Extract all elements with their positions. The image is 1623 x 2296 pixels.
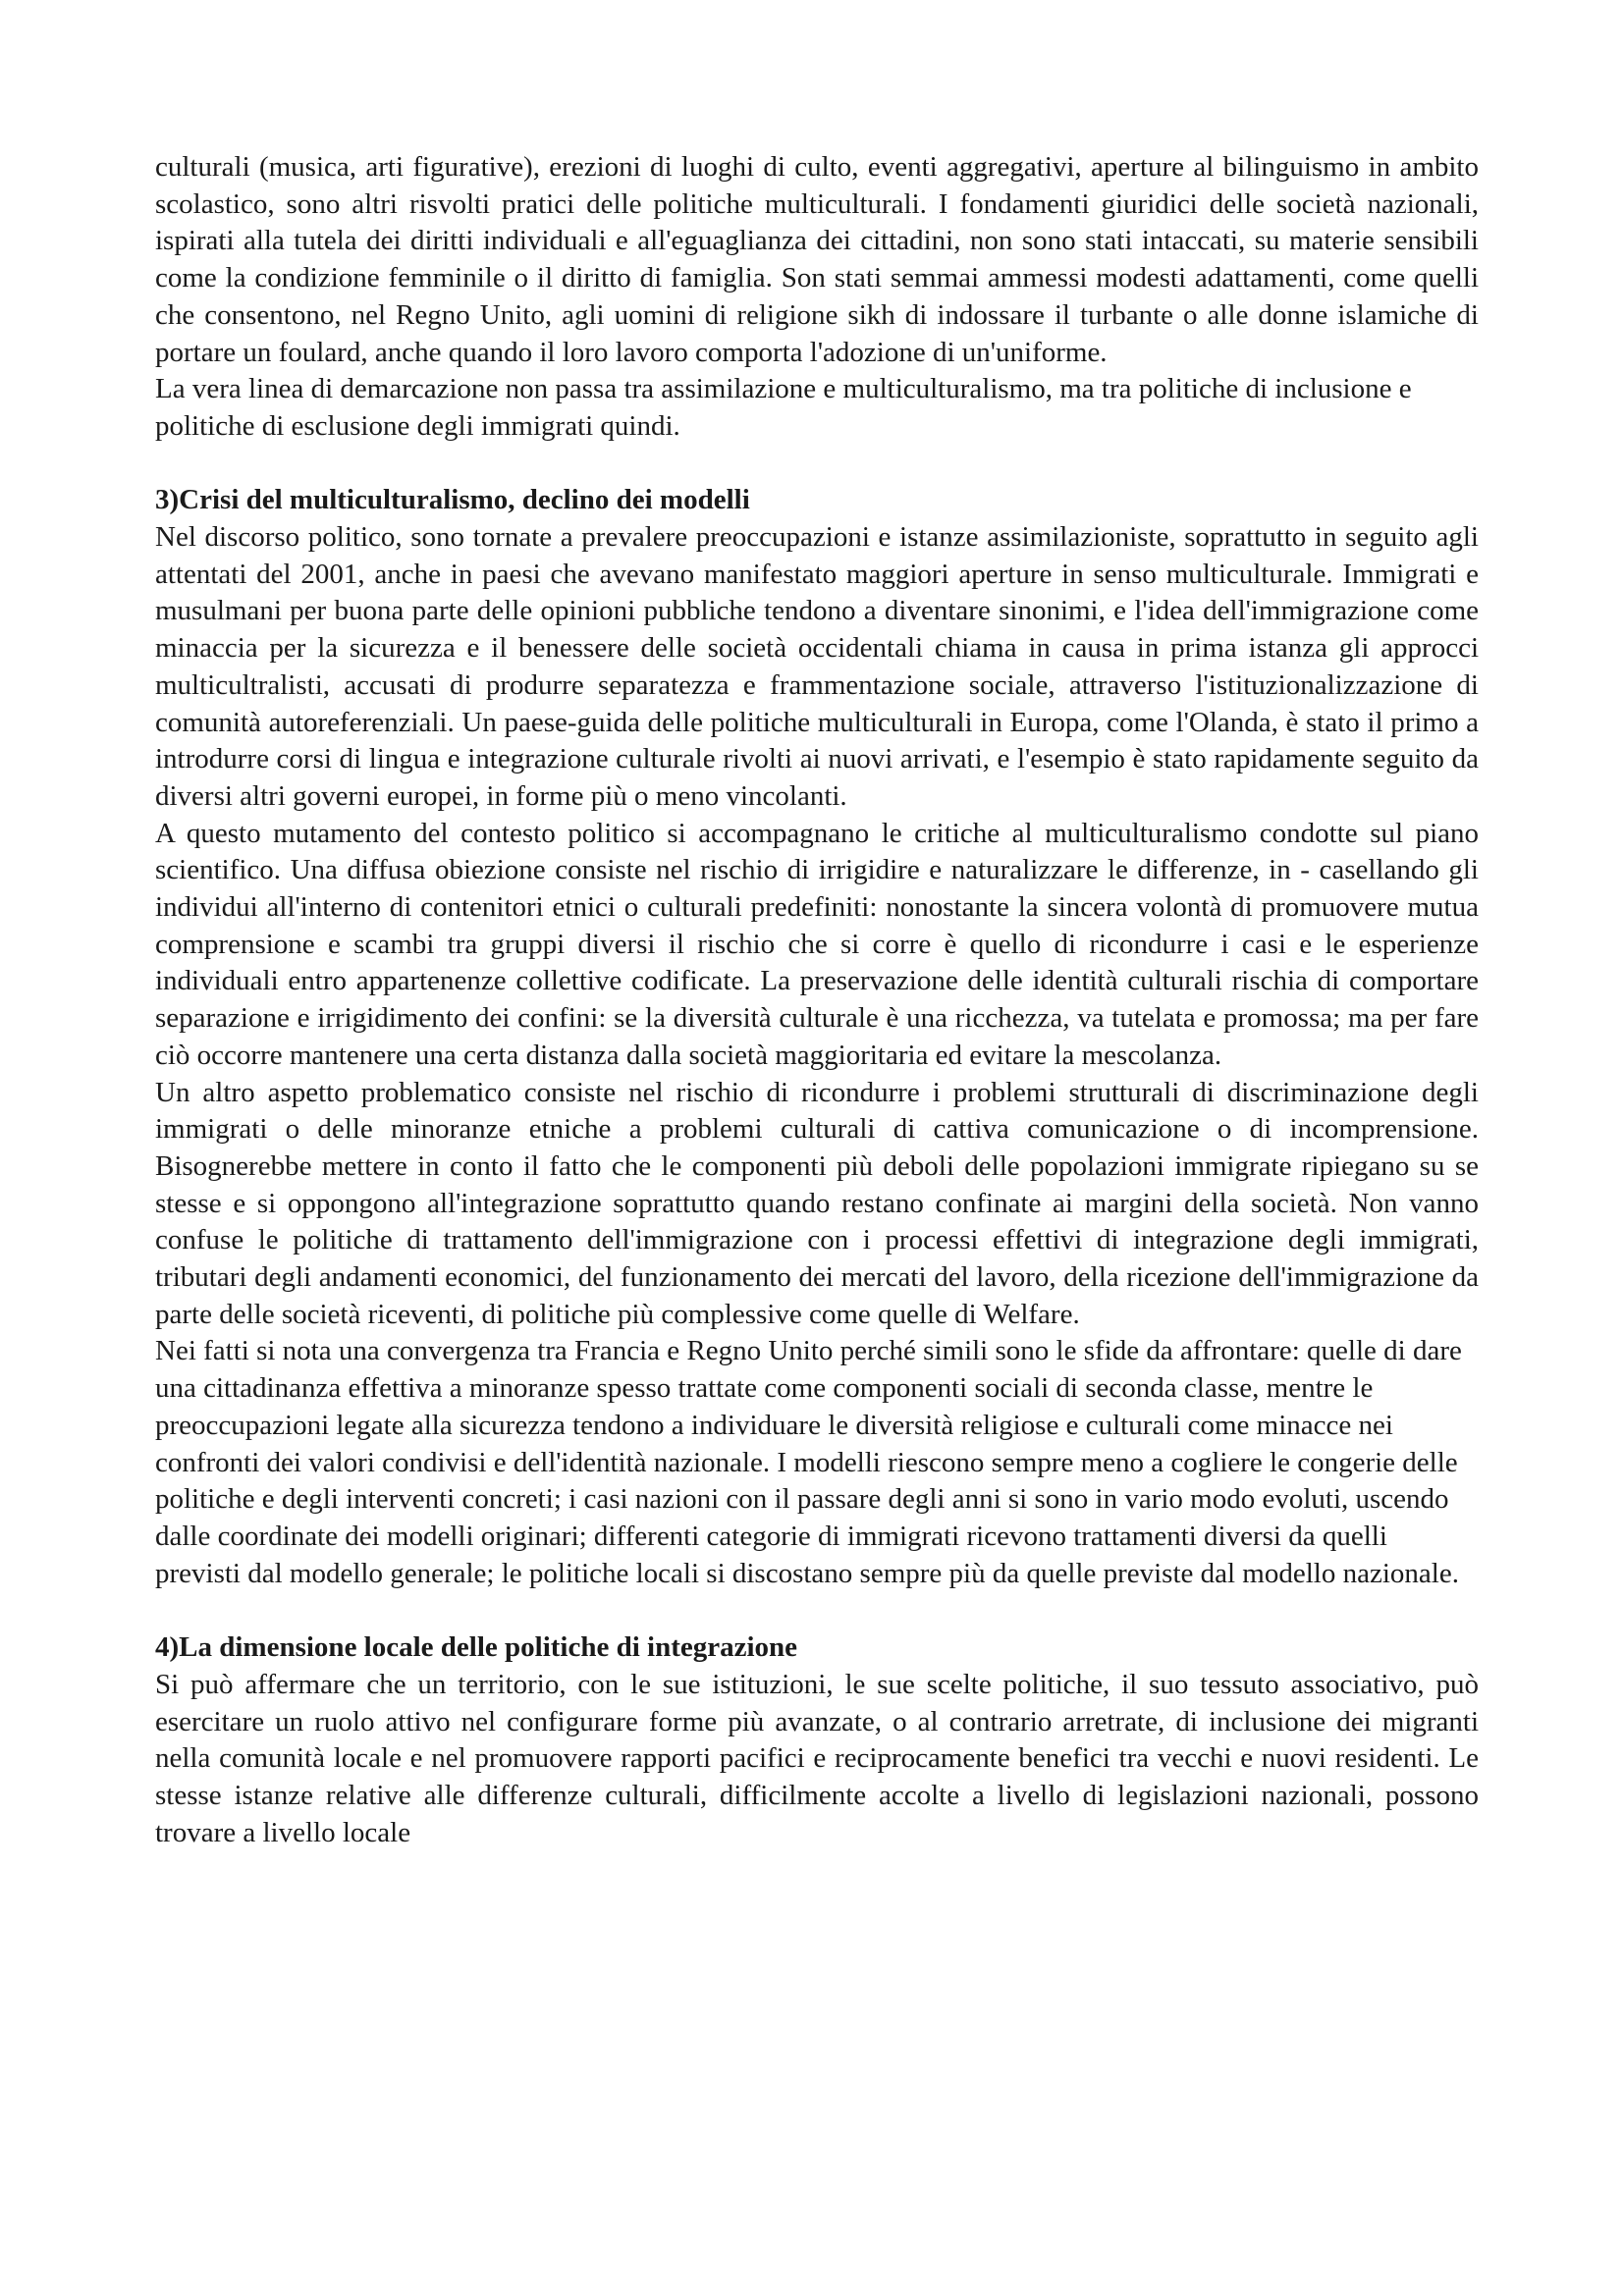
paragraph-multicultural-practices: culturali (musica, arti figurative), erezioni di luoghi di culto, eventi aggregativi, aperture al bilinguismo in ambito scolastico, sono altri risvolti pratici delle politiche multiculturali. I fondamenti giuridici delle società nazionali, ispirati alla tutela dei diritti individuali e all'eguaglianza dei cittadini, non sono stati intaccati, su materie sensibili come la condizione femminile o il diritto di famiglia. Son stati semmai ammessi modesti adattamenti, come quelli che consentono, nel Regno Unito, agli uomini di religione sikh di indossare il turbante o alle donne islamiche di portare un foulard, anche quando il loro lavoro comporta l'adozione di un'uniforme. [155,151,1479,368]
section-heading-3: 3)Crisi del multiculturalismo, declino dei modelli [155,484,750,516]
paragraph-political-discourse: Nel discorso politico, sono tornate a prevalere preoccupazioni e istanze assimilazioniste, soprattutto in seguito agli attentati del 2001, anche in paesi che avevano manifestato maggiori aperture in senso multiculturale. Immigrati e musulmani per buona parte delle opinioni pubbliche tendono a diventare sinonimi, e l'idea dell'immigrazione come minaccia per la sicurezza e il benessere delle società occidentali chiama in causa in prima istanza gli approcci multicultralisti, accusati di produrre separatezza e frammentazione sociale, attraverso l'istituzionalizzazione di comunità autoreferenziali. Un paese-guida delle politiche multiculturali in Europa, come l'Olanda, è stato il primo a introdurre corsi di lingua e integrazione culturale rivolti ai nuovi arrivati, e l'esempio è stato rapidamente seguito da diversi altri governi europei, in forme più o meno vincolanti. [155,521,1479,812]
section-spacer [155,1592,1479,1629]
document-page [155,149,1479,1851]
section-spacer [155,446,1479,483]
section-heading-4: 4)La dimensione locale delle politiche di integrazione [155,1631,798,1664]
paragraph-local-dimension: Si può affermare che un territorio, con le sue istituzioni, le sue scelte politiche, il suo tessuto associativo, può esercitare un ruolo attivo nel configurare forme più avanzate, o al contrario arretrate, di inclusione dei migranti nella comunità locale e nel promuovere rapporti pacifici e reciprocamente benefici tra vecchi e nuovi residenti. Le stesse istanze relative alle differenze culturali, difficilmente accolte a livello di legislazioni nazionali, possono trovare a livello locale [155,1668,1479,1848]
paragraph-france-uk-convergence: Nei fatti si nota una convergenza tra Francia e Regno Unito perché simili sono le sfide da affrontare: quelle di dare una cittadinanza effettiva a minoranze spesso trattate come componenti sociali di seconda classe, mentre le preoccupazioni legate alla sicurezza tendono a individuare le diversità religiose e culturali come minacce nei confronti dei valori condivisi e dell'identità nazionale. I modelli riescono sempre meno a cogliere le congerie delle politiche e degli interventi concreti; i casi nazioni con il passare degli anni si sono in vario modo evoluti, uscendo dalle coordinate dei modelli originari; differenti categorie di immigrati ricevono trattamenti diversi da quelli previsti dal modello generale; le politiche locali si discostano sempre più da quelle previste dal modello nazionale. [155,1335,1462,1589]
paragraph-demarcation-line: La vera linea di demarcazione non passa tra assimilazione e multiculturalismo, ma tra politiche di inclusione e politiche di esclusione degli immigrati quindi. [155,373,1412,442]
paragraph-scientific-critiques: A questo mutamento del contesto politico si accompagnano le critiche al multiculturalismo condotte sul piano scientifico. Una diffusa obiezione consiste nel rischio di irrigidire e naturalizzare le differenze, in - casellando gli individui all'interno di contenitori etnici o culturali predefiniti: nonostante la sincera volontà di promuovere mutua comprensione e scambi tra gruppi diversi il rischio che si corre è quello di ricondurre i casi e le esperienze individuali entro appartenenze collettive codificate. La preservazione delle identità culturali rischia di comportare separazione e irrigidimento dei confini: se la diversità culturale è una ricchezza, va tutelata e promossa; ma per fare ciò occorre mantenere una certa distanza dalla società maggioritaria ed evitare la mescolanza. [155,817,1479,1071]
paragraph-structural-problems: Un altro aspetto problematico consiste nel rischio di ricondurre i problemi strutturali di discriminazione degli immigrati o delle minoranze etniche a problemi culturali di cattiva comunicazione o di incomprensione. Bisognerebbe mettere in conto il fatto che le componenti più deboli delle popolazioni immigrate ripiegano su se stesse e si oppongono all'integrazione soprattutto quando restano confinate ai margini della società. Non vanno confuse le politiche di trattamento dell'immigrazione con i processi effettivi di integrazione degli immigrati, tributari degli andamenti economici, del funzionamento dei mercati del lavoro, della ricezione dell'immigrazione da parte delle società riceventi, di politiche più complessive come quelle di Welfare. [155,1076,1479,1330]
